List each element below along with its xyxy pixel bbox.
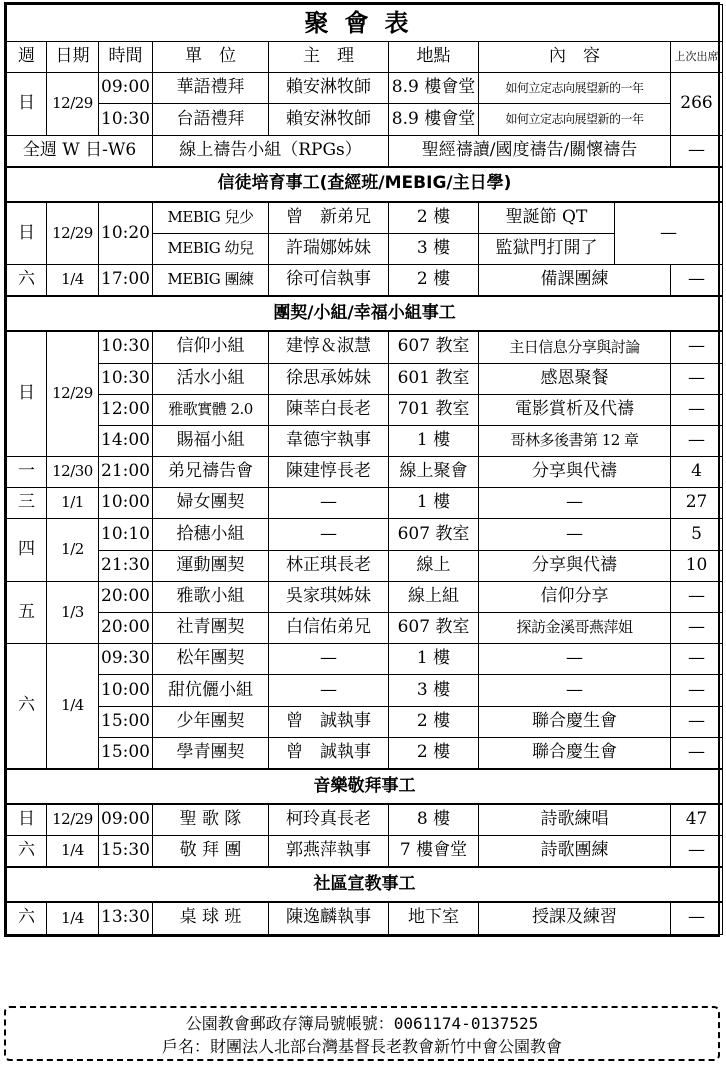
time-cell: 15:30 bbox=[99, 836, 153, 868]
content-cell: — bbox=[479, 519, 671, 550]
table-row bbox=[7, 675, 723, 706]
table-row bbox=[7, 265, 723, 297]
unit-cell: 松年團契 bbox=[153, 644, 269, 675]
attend-cell: — bbox=[671, 331, 723, 363]
place-cell: 607 教室 bbox=[389, 331, 479, 363]
content-cell: 分享與代禱 bbox=[479, 457, 671, 488]
unit-cell: 信仰小組 bbox=[153, 331, 269, 363]
host-cell: 曾 新弟兄 bbox=[269, 202, 389, 234]
week-cell: 日 bbox=[7, 331, 47, 456]
unit-cell: 雅歌實體 2.0 bbox=[153, 394, 269, 425]
host-cell: 徐思承姊妹 bbox=[269, 363, 389, 394]
header-attend: 上次出席 bbox=[671, 42, 723, 73]
content-cell: 如何立定志向展望新的一年 bbox=[479, 104, 671, 135]
time-cell: 21:30 bbox=[99, 550, 153, 581]
unit-cell: 桌 球 班 bbox=[153, 902, 269, 934]
time-cell: 13:30 bbox=[99, 902, 153, 934]
place-cell: 607 教室 bbox=[389, 613, 479, 644]
host-cell: 吳家琪姊妹 bbox=[269, 581, 389, 612]
content-cell: — bbox=[479, 644, 671, 675]
attend-cell: 5 bbox=[671, 519, 723, 550]
week-cell: 日 bbox=[7, 73, 47, 135]
host-cell: 賴安淋牧師 bbox=[269, 104, 389, 135]
content-cell: 詩歌團練 bbox=[479, 836, 671, 868]
postal-account-line: 公園教會郵政存簿局號帳號：0061174-0137525 bbox=[185, 1014, 539, 1033]
week-cell: 六 bbox=[7, 902, 47, 934]
unit-cell: 甜伉儷小組 bbox=[153, 675, 269, 706]
account-info-box bbox=[4, 1006, 720, 1061]
content-cell: 哥林多後書第 12 章 bbox=[479, 425, 671, 456]
section-header-education: 信徒培育事工(查經班/MEBIG/主日學) bbox=[7, 167, 723, 202]
time-cell: 15:00 bbox=[99, 737, 153, 769]
attend-cell: — bbox=[671, 394, 723, 425]
week-cell: 日 bbox=[7, 202, 47, 265]
prayer-content: 聖經禱讀/國度禱告/關懷禱告 bbox=[389, 135, 671, 167]
place-cell: 7 樓會堂 bbox=[389, 836, 479, 868]
place-cell: 3 樓 bbox=[389, 675, 479, 706]
attend-cell: 27 bbox=[671, 488, 723, 519]
time-cell: 09:00 bbox=[99, 73, 153, 104]
host-cell: 白信佑弟兄 bbox=[269, 613, 389, 644]
table-row bbox=[7, 613, 723, 644]
time-cell: 17:00 bbox=[99, 265, 153, 297]
date-cell: 1/4 bbox=[47, 836, 99, 868]
table-row bbox=[7, 902, 723, 934]
header-unit: 單 位 bbox=[153, 42, 269, 73]
date-cell: 1/4 bbox=[47, 265, 99, 297]
unit-cell: 華語禮拜 bbox=[153, 73, 269, 104]
meeting-schedule bbox=[4, 2, 720, 937]
content-cell: 聯合慶生會 bbox=[479, 706, 671, 737]
time-cell: 10:30 bbox=[99, 363, 153, 394]
table-row bbox=[7, 737, 723, 769]
content-cell: — bbox=[479, 675, 671, 706]
host-cell: 陳建惇長老 bbox=[269, 457, 389, 488]
host-cell: 林正琪長老 bbox=[269, 550, 389, 581]
attend-cell: — bbox=[671, 644, 723, 675]
content-cell: 備課團練 bbox=[479, 265, 671, 297]
attend-cell: — bbox=[671, 836, 723, 868]
week-cell: 五 bbox=[7, 581, 47, 643]
table-row bbox=[7, 836, 723, 868]
unit-cell: 活水小組 bbox=[153, 363, 269, 394]
time-cell: 10:30 bbox=[99, 331, 153, 363]
place-cell: 3 樓 bbox=[389, 233, 479, 264]
host-cell: 韋德宇執事 bbox=[269, 425, 389, 456]
time-cell: 12:00 bbox=[99, 394, 153, 425]
table-row bbox=[7, 581, 723, 612]
host-cell: 陳莘白長老 bbox=[269, 394, 389, 425]
table-row bbox=[7, 394, 723, 425]
prayer-row bbox=[7, 135, 723, 167]
attend-cell: — bbox=[671, 737, 723, 769]
table-row bbox=[7, 331, 723, 363]
host-cell: 郭燕萍執事 bbox=[269, 836, 389, 868]
unit-cell: 雅歌小組 bbox=[153, 581, 269, 612]
table-row bbox=[7, 706, 723, 737]
date-cell: 1/4 bbox=[47, 902, 99, 934]
table-row bbox=[7, 202, 723, 234]
attend-cell: 47 bbox=[671, 804, 723, 836]
host-cell: — bbox=[269, 519, 389, 550]
unit-cell: MEBIG 團練 bbox=[153, 265, 269, 297]
content-cell: 探訪金溪哥燕萍姐 bbox=[479, 613, 671, 644]
table-row bbox=[7, 804, 723, 836]
place-cell: 8 樓 bbox=[389, 804, 479, 836]
account-name-line: 戶名：財團法人北部台灣基督長老教會新竹中會公園教會 bbox=[161, 1037, 562, 1056]
time-cell: 14:00 bbox=[99, 425, 153, 456]
week-cell: 日 bbox=[7, 804, 47, 836]
unit-cell: 社青團契 bbox=[153, 613, 269, 644]
time-cell: 09:00 bbox=[99, 804, 153, 836]
unit-cell: 婦女團契 bbox=[153, 488, 269, 519]
table-row bbox=[7, 73, 723, 104]
place-cell: 線上聚會 bbox=[389, 457, 479, 488]
content-cell: 感恩聚餐 bbox=[479, 363, 671, 394]
host-cell: — bbox=[269, 675, 389, 706]
time-cell: 10:00 bbox=[99, 675, 153, 706]
time-cell: 20:00 bbox=[99, 581, 153, 612]
time-cell: 15:00 bbox=[99, 706, 153, 737]
place-cell: 2 樓 bbox=[389, 202, 479, 234]
unit-cell: 聖 歌 隊 bbox=[153, 804, 269, 836]
unit-cell: 拾穗小組 bbox=[153, 519, 269, 550]
place-cell: 地下室 bbox=[389, 902, 479, 934]
attend-cell: — bbox=[671, 706, 723, 737]
content-cell: 如何立定志向展望新的一年 bbox=[479, 73, 671, 104]
content-cell: 監獄門打開了 bbox=[479, 233, 615, 264]
time-cell: 10:20 bbox=[99, 202, 153, 265]
place-cell: 8.9 樓會堂 bbox=[389, 73, 479, 104]
header-row bbox=[7, 42, 723, 73]
table-row bbox=[7, 425, 723, 456]
prayer-label: 全週 W 日-W6 bbox=[7, 135, 153, 167]
table-row bbox=[7, 550, 723, 581]
attend-cell: 10 bbox=[671, 550, 723, 581]
date-cell: 12/29 bbox=[47, 804, 99, 836]
time-cell: 10:30 bbox=[99, 104, 153, 135]
week-cell: 六 bbox=[7, 644, 47, 769]
date-cell: 12/29 bbox=[47, 73, 99, 135]
attend-cell: 266 bbox=[671, 73, 723, 135]
header-date: 日期 bbox=[47, 42, 99, 73]
attend-cell: — bbox=[615, 202, 723, 265]
content-cell: 聖誕節 QT bbox=[479, 202, 615, 234]
place-cell: 1 樓 bbox=[389, 644, 479, 675]
table-row bbox=[7, 488, 723, 519]
date-cell: 1/3 bbox=[47, 581, 99, 643]
date-cell: 12/30 bbox=[47, 457, 99, 488]
place-cell: 線上組 bbox=[389, 581, 479, 612]
time-cell: 10:10 bbox=[99, 519, 153, 550]
header-host: 主 理 bbox=[269, 42, 389, 73]
host-cell: 建惇＆淑慧 bbox=[269, 331, 389, 363]
place-cell: 2 樓 bbox=[389, 265, 479, 297]
host-cell: 柯玲真長老 bbox=[269, 804, 389, 836]
place-cell: 8.9 樓會堂 bbox=[389, 104, 479, 135]
host-cell: 曾 誠執事 bbox=[269, 706, 389, 737]
attend-cell: — bbox=[671, 265, 723, 297]
attend-cell: — bbox=[671, 135, 723, 167]
attend-cell: 4 bbox=[671, 457, 723, 488]
table-row bbox=[7, 363, 723, 394]
page-title: 聚會表 bbox=[7, 5, 723, 42]
unit-cell: 台語禮拜 bbox=[153, 104, 269, 135]
content-cell: 信仰分享 bbox=[479, 581, 671, 612]
header-content: 內 容 bbox=[479, 42, 671, 73]
unit-cell: 弟兄禱告會 bbox=[153, 457, 269, 488]
place-cell: 601 教室 bbox=[389, 363, 479, 394]
place-cell: 2 樓 bbox=[389, 706, 479, 737]
host-cell: 賴安淋牧師 bbox=[269, 73, 389, 104]
time-cell: 10:00 bbox=[99, 488, 153, 519]
place-cell: 線上 bbox=[389, 550, 479, 581]
content-cell: 主日信息分享與討論 bbox=[479, 331, 671, 363]
table-row bbox=[7, 104, 723, 135]
section-header-community: 社區宣教事工 bbox=[7, 867, 723, 902]
host-cell: 許瑞娜姊妹 bbox=[269, 233, 389, 264]
unit-cell: 賜福小組 bbox=[153, 425, 269, 456]
attend-cell: — bbox=[671, 363, 723, 394]
unit-cell: 敬 拜 團 bbox=[153, 836, 269, 868]
date-cell: 12/29 bbox=[47, 331, 99, 456]
date-cell: 1/1 bbox=[47, 488, 99, 519]
header-place: 地點 bbox=[389, 42, 479, 73]
week-cell: 一 bbox=[7, 457, 47, 488]
attend-cell: — bbox=[671, 902, 723, 934]
unit-cell: MEBIG 幼兒 bbox=[153, 233, 269, 264]
place-cell: 701 教室 bbox=[389, 394, 479, 425]
week-cell: 六 bbox=[7, 265, 47, 297]
content-cell: — bbox=[479, 488, 671, 519]
place-cell: 1 樓 bbox=[389, 425, 479, 456]
time-cell: 09:30 bbox=[99, 644, 153, 675]
unit-cell: 少年團契 bbox=[153, 706, 269, 737]
date-cell: 12/29 bbox=[47, 202, 99, 265]
attend-cell: — bbox=[671, 425, 723, 456]
date-cell: 1/4 bbox=[47, 644, 99, 769]
time-cell: 20:00 bbox=[99, 613, 153, 644]
content-cell: 聯合慶生會 bbox=[479, 737, 671, 769]
content-cell: 分享與代禱 bbox=[479, 550, 671, 581]
table-row bbox=[7, 644, 723, 675]
section-header-music: 音樂敬拜事工 bbox=[7, 769, 723, 804]
place-cell: 2 樓 bbox=[389, 737, 479, 769]
table-row bbox=[7, 457, 723, 488]
host-cell: — bbox=[269, 488, 389, 519]
attend-cell: — bbox=[671, 675, 723, 706]
content-cell: 授課及練習 bbox=[479, 902, 671, 934]
week-cell: 三 bbox=[7, 488, 47, 519]
attend-cell: — bbox=[671, 613, 723, 644]
host-cell: — bbox=[269, 644, 389, 675]
content-cell: 電影賞析及代禱 bbox=[479, 394, 671, 425]
header-time: 時間 bbox=[99, 42, 153, 73]
header-week: 週 bbox=[7, 42, 47, 73]
time-cell: 21:00 bbox=[99, 457, 153, 488]
host-cell: 徐可信執事 bbox=[269, 265, 389, 297]
attend-cell: — bbox=[671, 581, 723, 612]
section-header-fellowship: 團契/小組/幸福小組事工 bbox=[7, 296, 723, 331]
place-cell: 1 樓 bbox=[389, 488, 479, 519]
unit-cell: 學青團契 bbox=[153, 737, 269, 769]
week-cell: 四 bbox=[7, 519, 47, 581]
place-cell: 607 教室 bbox=[389, 519, 479, 550]
table-row bbox=[7, 519, 723, 550]
unit-cell: MEBIG 兒少 bbox=[153, 202, 269, 234]
prayer-unit: 線上禱告小組（RPGs） bbox=[153, 135, 389, 167]
date-cell: 1/2 bbox=[47, 519, 99, 581]
host-cell: 曾 誠執事 bbox=[269, 737, 389, 769]
week-cell: 六 bbox=[7, 836, 47, 868]
unit-cell: 運動團契 bbox=[153, 550, 269, 581]
host-cell: 陳逸麟執事 bbox=[269, 902, 389, 934]
content-cell: 詩歌練唱 bbox=[479, 804, 671, 836]
